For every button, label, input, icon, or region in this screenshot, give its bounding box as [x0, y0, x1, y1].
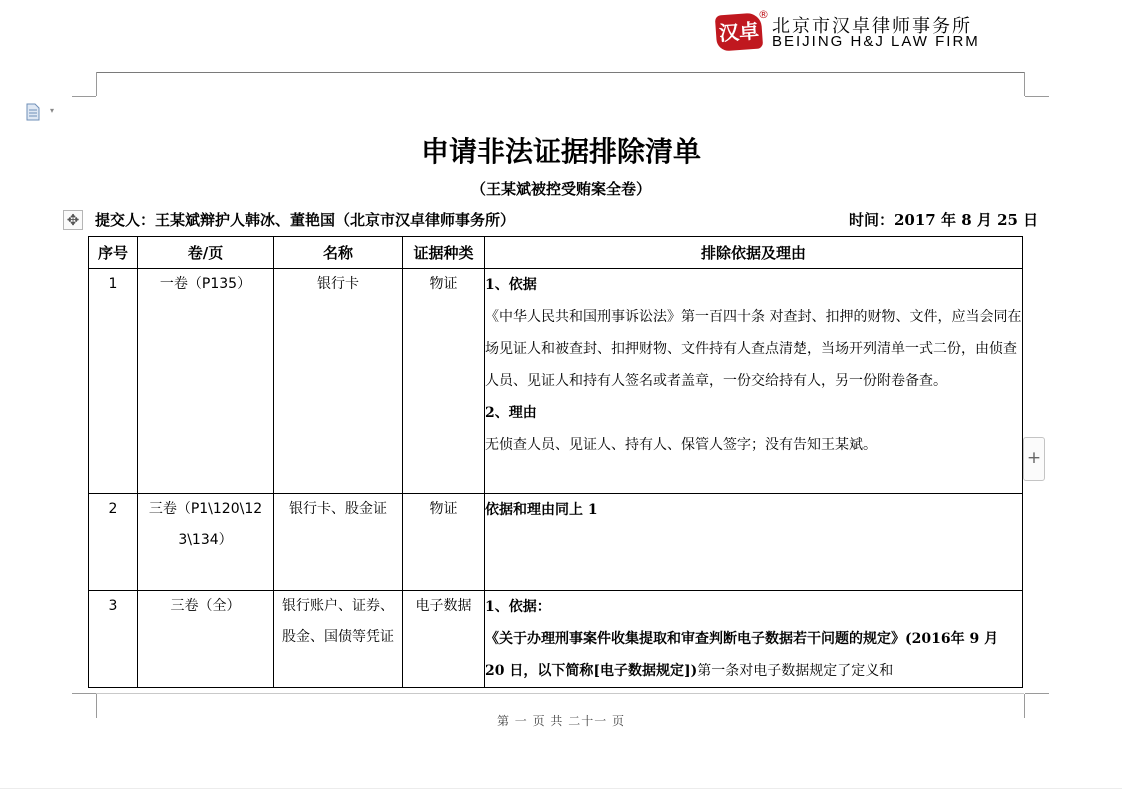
column-header-reason: 排除依据及理由	[485, 237, 1023, 269]
row-volume: 三卷（P1\120\123\134）	[138, 494, 274, 591]
move-arrows-icon[interactable]: ✥	[63, 210, 83, 230]
column-header-type: 证据种类	[403, 237, 485, 269]
crop-mark-top-right-h	[1025, 96, 1049, 97]
row-name: 银行卡	[274, 269, 403, 494]
table-row	[89, 494, 1023, 591]
page-footer-line	[96, 693, 1024, 694]
submitter-line: 提交人：王某斌辩护人韩冰、董艳国（北京市汉卓律师事务所）	[95, 211, 516, 229]
row-type: 电子数据	[403, 591, 485, 688]
reason-text	[485, 623, 1022, 687]
reason-text: 《中华人民共和国刑事诉讼法》第一百四十条 对查封、扣押的财物、文件，应当会同在场见证人和被查封、扣押财物、文件持有人查点清楚，当场开列清单一式二份，由侦查人员、见证人和持有人签名或者盖章，一份交给持有人，另一份附卷备查。	[485, 309, 1022, 389]
firm-seal-logo	[715, 12, 763, 51]
table-header-row	[89, 237, 1023, 269]
row-name: 银行卡、股金证	[274, 494, 403, 591]
firm-name-english: BEIJING H&J LAW FIRM	[772, 33, 980, 50]
regulation-citation: 《关于办理刑事案件收集提取和审查判断电子数据若干问题的规定》(2016年 9 月 20 日，以下简称[电子数据规定])	[485, 631, 999, 679]
row-volume: 一卷（P135）	[138, 269, 274, 494]
plus-icon[interactable]: +	[1023, 437, 1045, 481]
evidence-table	[88, 236, 1023, 688]
crop-mark-bottom-right-h	[1025, 693, 1049, 694]
date-line: 时间：2017 年 8 月 25 日	[849, 211, 1039, 229]
document-subtitle: （王某斌被控受贿案全卷）	[470, 180, 651, 198]
row-type: 物证	[403, 494, 485, 591]
reason-heading: 依据和理由同上 1	[485, 502, 598, 518]
page-header-line	[96, 72, 1024, 73]
reason-text: 无侦查人员、见证人、持有人、保管人签字；没有告知王某斌。	[485, 437, 877, 453]
crop-mark-top-right	[1024, 72, 1025, 96]
reason-heading: 1、依据	[485, 277, 537, 293]
row-name: 银行账户、证券、股金、国债等凭证	[274, 591, 403, 688]
reason-heading: 2、理由	[485, 405, 537, 421]
firm-logo	[712, 10, 1032, 54]
table-row	[89, 591, 1023, 688]
row-reason	[485, 269, 1023, 494]
row-reason	[485, 494, 1023, 591]
document-title: 申请非法证据排除清单	[420, 135, 701, 168]
page-number: 第 一 页 共 二十一 页	[496, 714, 626, 728]
row-reason	[485, 591, 1023, 688]
row-no: 3	[89, 591, 138, 688]
reason-heading: 1、依据：	[485, 599, 551, 615]
column-header-no: 序号	[89, 237, 138, 269]
seal-char-2: 卓	[738, 18, 760, 44]
row-type: 物证	[403, 269, 485, 494]
column-header-name: 名称	[274, 237, 403, 269]
chevron-down-icon[interactable]: ▾	[50, 106, 55, 115]
column-header-volume: 卷/页	[138, 237, 274, 269]
row-no: 2	[89, 494, 138, 591]
page-bottom-edge	[0, 788, 1122, 789]
table-row	[89, 269, 1023, 494]
crop-mark-bottom-left-h	[72, 693, 96, 694]
document-icon[interactable]	[26, 103, 40, 121]
firm-name-chinese: 北京市汉卓律师事务所	[772, 16, 972, 37]
registered-mark: ®	[758, 8, 769, 21]
row-volume: 三卷（全）	[138, 591, 274, 688]
crop-mark-top-left	[96, 72, 97, 96]
crop-mark-top-left-h	[72, 96, 96, 97]
row-no: 1	[89, 269, 138, 494]
seal-char-1: 汉	[718, 20, 740, 46]
reason-text-continued: 第一条对电子数据规定了定义和	[697, 663, 894, 679]
